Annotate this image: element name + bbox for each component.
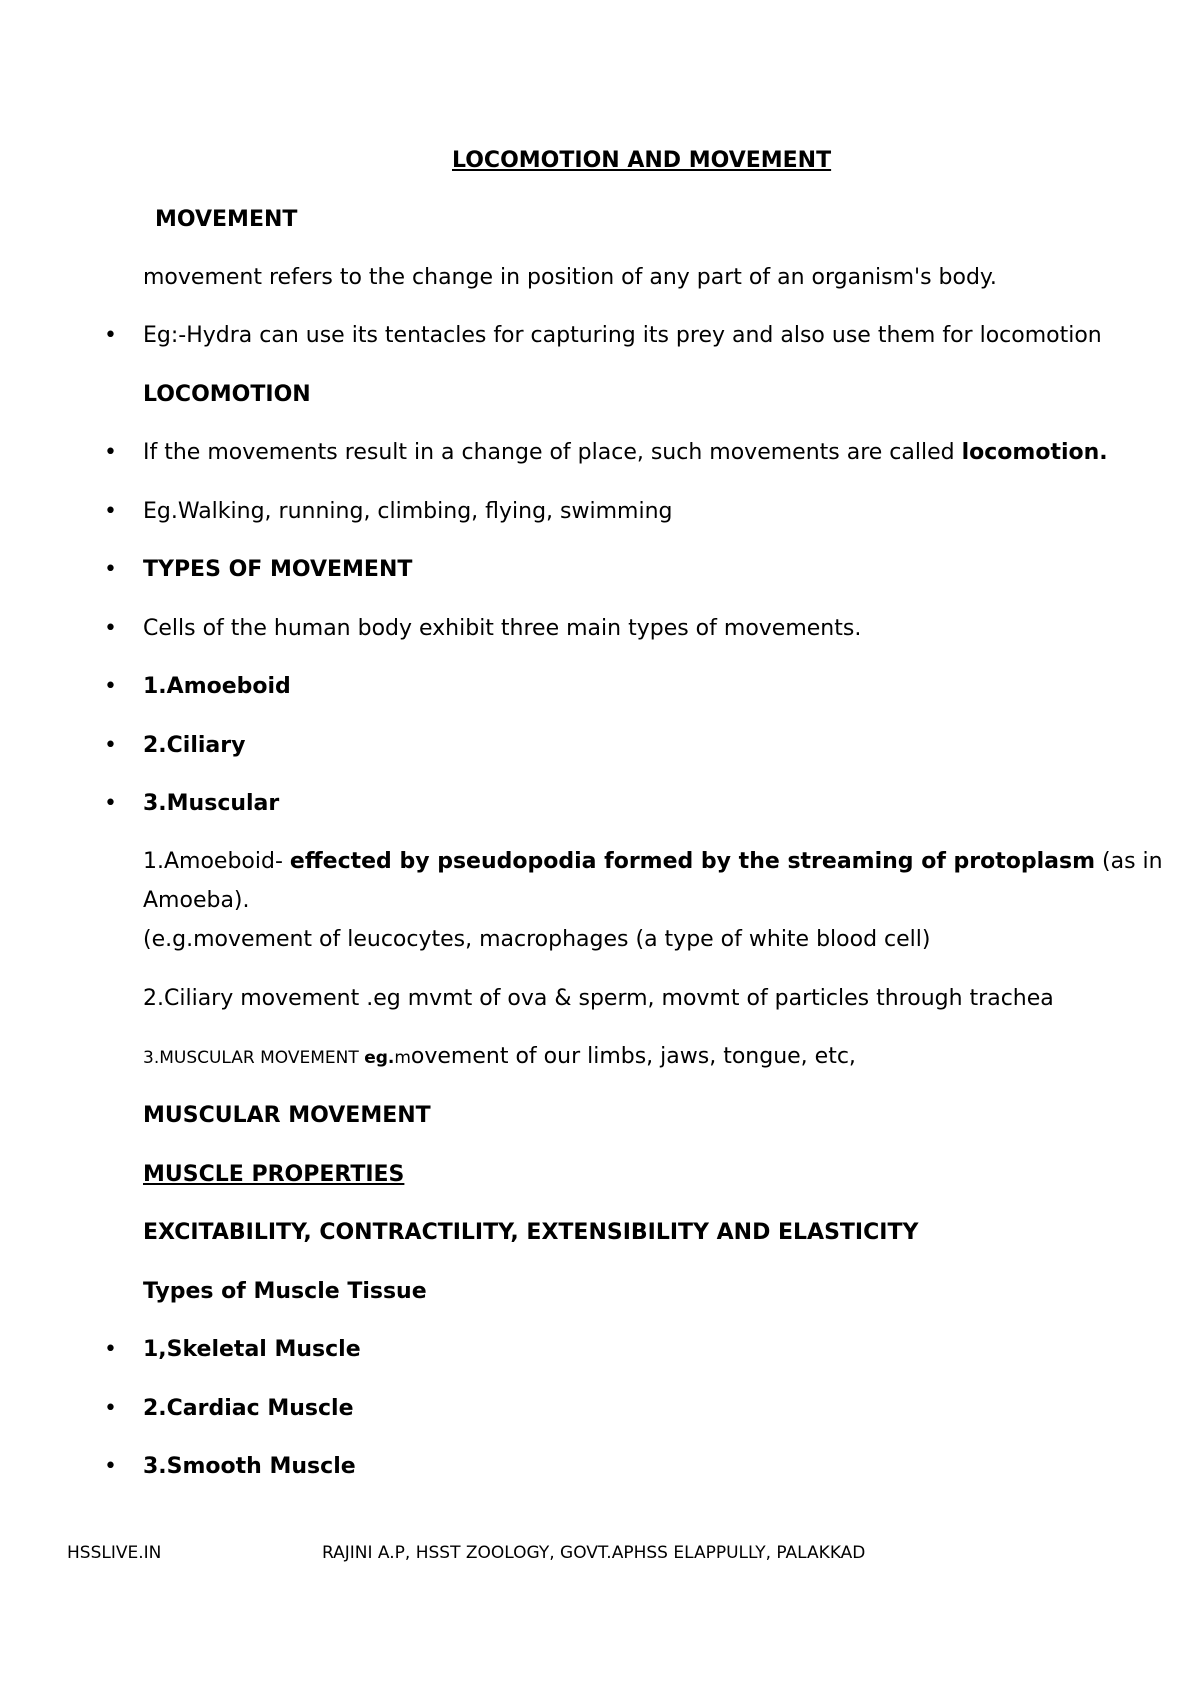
amoeboid-line-3: (e.g.movement of leucocytes, macrophages (a type of white blood cell) xyxy=(143,927,931,952)
locomotion-heading: LOCOMOTION xyxy=(143,382,311,407)
muscular-heading: MUSCULAR MOVEMENT xyxy=(143,1103,431,1128)
muscle-properties-heading: MUSCLE PROPERTIES xyxy=(143,1162,405,1187)
muscular-prefix: 3.MUSCULAR MOVEMENT xyxy=(143,1048,365,1068)
amoeboid-suffix: (as in xyxy=(1095,849,1163,874)
bullet-icon: • xyxy=(104,1396,117,1421)
bullet-icon: • xyxy=(104,1337,117,1362)
types-heading: TYPES OF MOVEMENT xyxy=(143,557,413,582)
bullet-icon: • xyxy=(104,616,117,641)
muscle-tissue-item: 3.Smooth Muscle xyxy=(143,1454,356,1479)
bullet-icon: • xyxy=(104,499,117,524)
bullet-icon: • xyxy=(104,733,117,758)
bullet-icon: • xyxy=(104,791,117,816)
ciliary-description: 2.Ciliary movement .eg mvmt of ova & sperm, movmt of particles through trachea xyxy=(143,986,1054,1011)
movement-definition: movement refers to the change in position of any part of an organism's body. xyxy=(143,265,997,290)
type-item: 2.Ciliary xyxy=(143,733,246,758)
muscle-tissue-heading: Types of Muscle Tissue xyxy=(143,1279,427,1304)
muscle-properties: EXCITABILITY, CONTRACTILITY, EXTENSIBILITY AND ELASTICITY xyxy=(143,1220,919,1245)
movement-heading: MOVEMENT xyxy=(155,207,298,232)
bullet-icon: • xyxy=(104,323,117,348)
amoeboid-description xyxy=(143,848,1163,876)
amoeboid-prefix: 1.Amoeboid- xyxy=(143,849,290,874)
bullet-icon: • xyxy=(104,440,117,465)
type-item: 1.Amoeboid xyxy=(143,674,291,699)
type-item: 3.Muscular xyxy=(143,791,280,816)
footer-author: RAJINI A.P, HSST ZOOLOGY, GOVT.APHSS ELAPPULLY, PALAKKAD xyxy=(322,1543,866,1563)
movement-example: Eg:-Hydra can use its tentacles for capturing its prey and also use them for locomotion xyxy=(143,323,1102,348)
muscle-tissue-item: 2.Cardiac Muscle xyxy=(143,1396,354,1421)
footer-site: HSSLIVE.IN xyxy=(67,1543,162,1563)
muscular-eg: eg. xyxy=(364,1048,395,1068)
locomotion-examples: Eg.Walking, running, climbing, flying, swimming xyxy=(143,499,673,524)
locomotion-definition xyxy=(143,439,1108,467)
types-intro: Cells of the human body exhibit three main types of movements. xyxy=(143,616,862,641)
muscular-rest: ovement of our limbs, jaws, tongue, etc, xyxy=(410,1044,856,1069)
page-title: LOCOMOTION AND MOVEMENT xyxy=(452,148,832,173)
amoeboid-line-2: Amoeba). xyxy=(143,888,250,913)
locomotion-term: locomotion. xyxy=(961,440,1108,465)
locomotion-definition-text: If the movements result in a change of place, such movements are called xyxy=(143,440,962,465)
muscular-small-m: m xyxy=(394,1048,411,1068)
bullet-icon: • xyxy=(104,557,117,582)
bullet-icon: • xyxy=(104,1454,117,1479)
muscular-description xyxy=(143,1043,856,1072)
muscle-tissue-item: 1,Skeletal Muscle xyxy=(143,1337,361,1362)
bullet-icon: • xyxy=(104,674,117,699)
amoeboid-emphasis: effected by pseudopodia formed by the streaming of protoplasm xyxy=(289,849,1096,874)
